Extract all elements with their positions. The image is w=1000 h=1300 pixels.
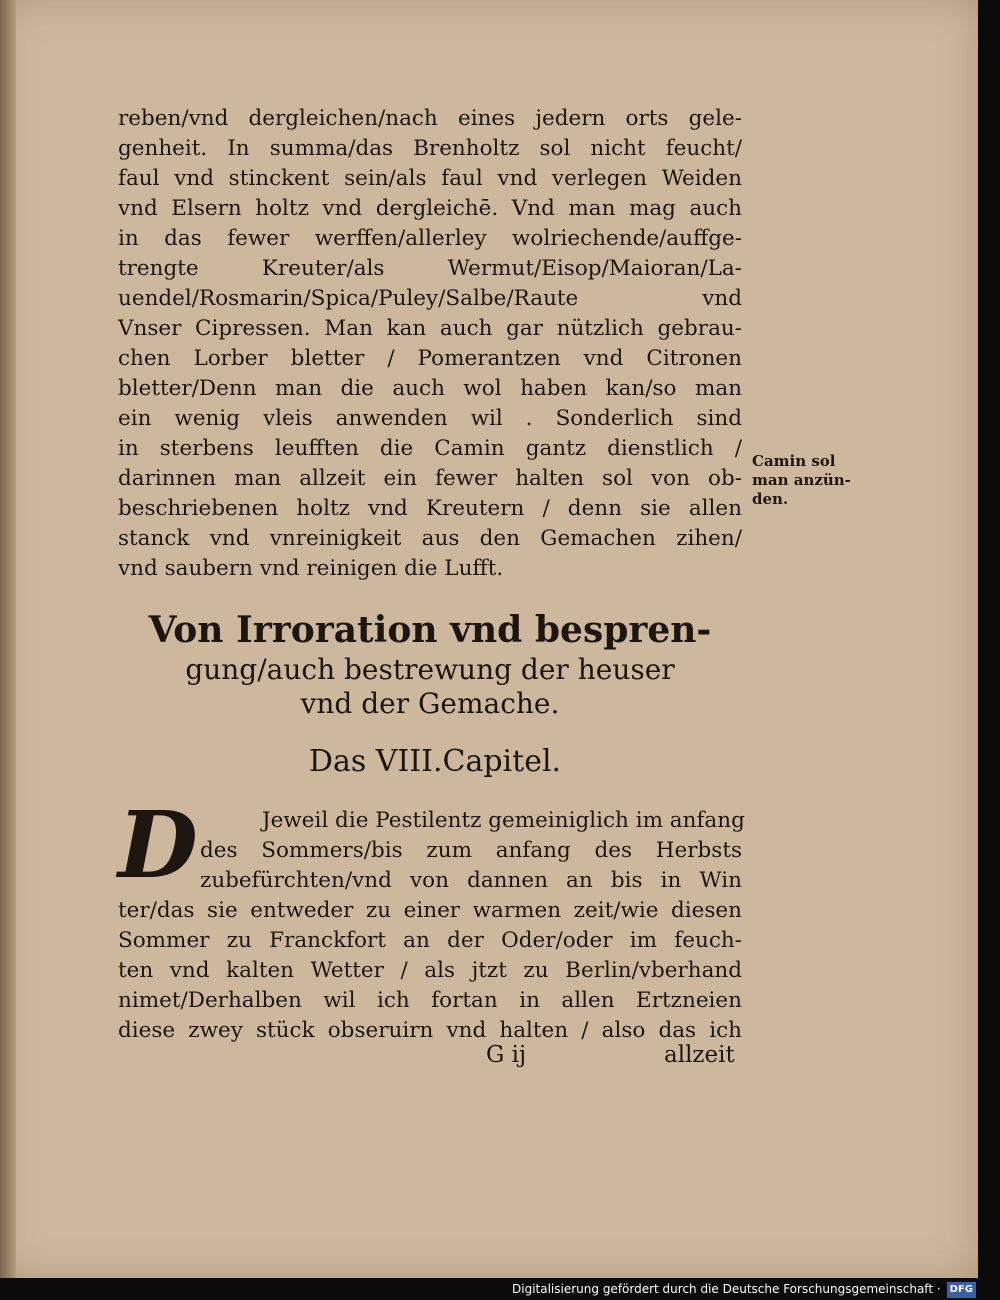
text-line: stanck vnd vnreinigkeit aus den Gemachen zihen/ — [118, 526, 742, 551]
text-line: in sterbens leufften die Camin gantz dienstlich / — [118, 436, 742, 461]
chapter-title: Das VIII.Capitel. — [308, 744, 562, 779]
text-line: nimet/Derhalben wil ich fortan in allen Ertzneien — [118, 988, 742, 1013]
credit-text: Digitalisierung gefördert durch die Deutsche Forschungsgemeinschaft · — [512, 1282, 941, 1296]
text-line: vnd Elsern holtz vnd dergleichē. Vnd man mag auch — [118, 196, 742, 221]
text-line: in das fewer werffen/allerley wolriechende/auffge- — [118, 226, 742, 251]
text-line: diese zwey stück obseruirn vnd halten / also das ich — [118, 1018, 742, 1043]
margin-note-line: man anzün- — [752, 471, 851, 489]
text-line: Sommer zu Franckfort an der Oder/oder im feuch- — [118, 928, 742, 953]
text-line: zubefürchten/vnd von dannen an bis in Win — [200, 868, 742, 893]
text-line: uendel/Rosmarin/Spica/Puley/Salbe/Raute vnd — [118, 286, 742, 311]
text-line: darinnen man allzeit ein fewer halten sol von ob- — [118, 466, 742, 491]
text-line: faul vnd stinckent sein/als faul vnd verlegen Weiden — [118, 166, 742, 191]
text-line: chen Lorber bletter / Pomerantzen vnd Citronen — [118, 346, 742, 371]
text-line: ein wenig vleis anwenden wil . Sonderlich sind — [118, 406, 742, 431]
text-line: Jeweil die Pestilentz gemeiniglich im anfang — [262, 808, 745, 833]
text-line: bletter/Denn man die auch wol haben kan/so man — [118, 376, 742, 401]
text-line: genheit. In summa/das Brenholtz sol nicht feucht/ — [118, 136, 742, 161]
digitization-credit — [512, 1281, 976, 1298]
catchword: allzeit — [664, 1042, 735, 1068]
text-line: des Sommers/bis zum anfang des Herbsts — [200, 838, 742, 863]
margin-note-line: den. — [752, 490, 789, 508]
decorated-initial: D — [118, 791, 198, 899]
text-line: Vnser Cipressen. Man kan auch gar nützlich gebrau- — [118, 316, 742, 341]
section-heading-line: gung/auch bestrewung der heuser — [185, 653, 675, 686]
section-heading: Von Irroration vnd bespren- — [148, 609, 712, 651]
text-line: ter/das sie entweder zu einer warmen zeit/wie diesen — [118, 898, 742, 923]
text-line: beschriebenen holtz vnd Kreutern / denn sie allen — [118, 496, 742, 521]
text-line: reben/vnd dergleichen/nach eines jedern orts gele- — [118, 106, 742, 131]
margin-note-line: Camin sol — [752, 452, 836, 470]
text-line: vnd saubern vnd reinigen die Lufft. — [118, 556, 504, 581]
text-line: trengte Kreuter/als Wermut/Eisop/Maioran/La- — [118, 256, 742, 281]
dfg-logo: DFG — [947, 1282, 976, 1298]
signature-mark: G ij — [486, 1042, 527, 1068]
text-line: ten vnd kalten Wetter / als jtzt zu Berlin/vberhand — [118, 958, 742, 983]
section-heading-line: vnd der Gemache. — [300, 687, 560, 720]
